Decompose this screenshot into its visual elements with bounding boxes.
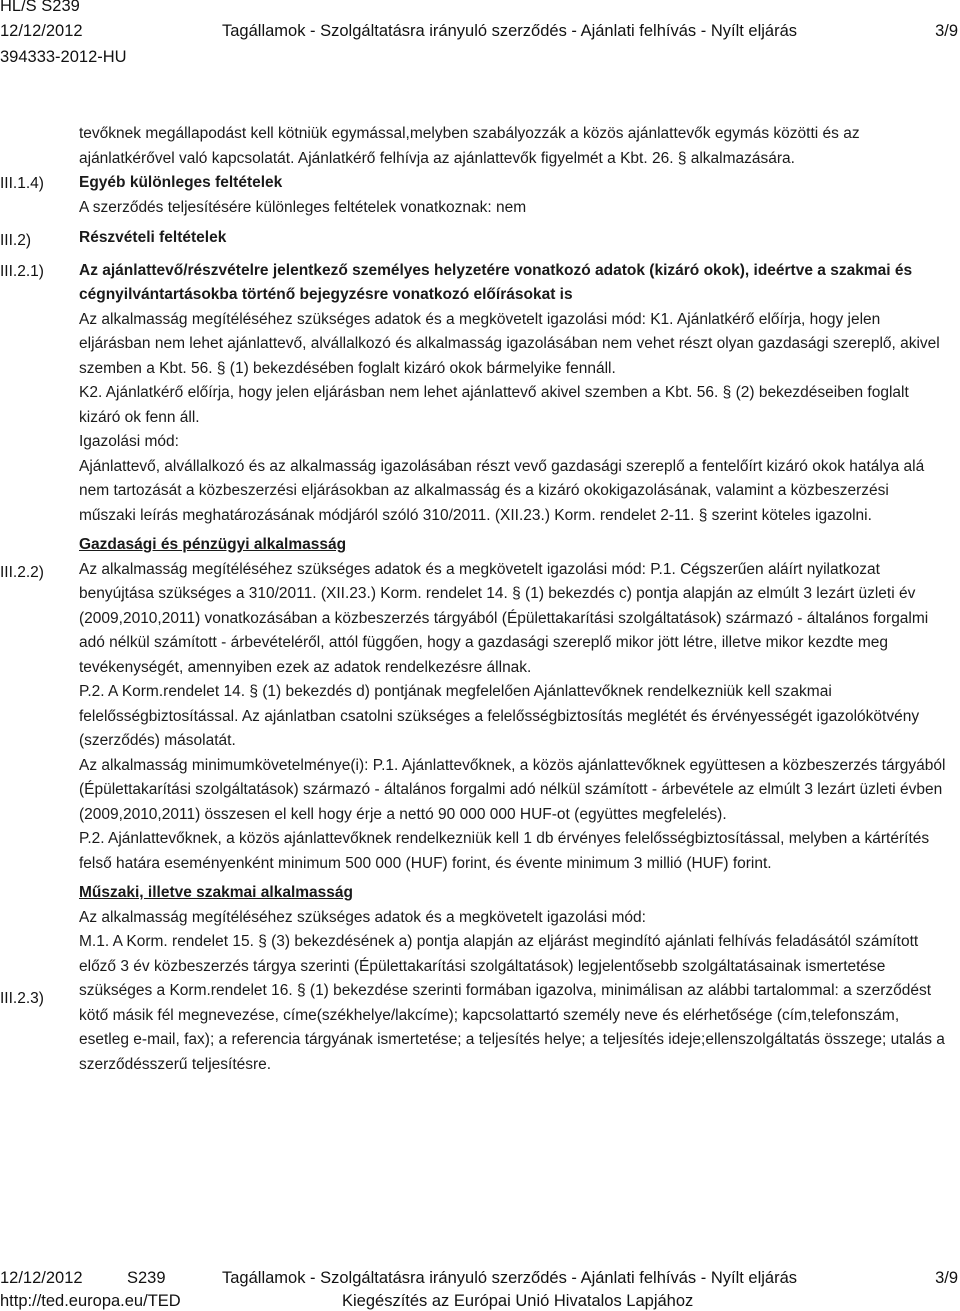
technical-paragraph: M.1. A Korm. rendelet 15. § (3) bekezdésének a) pontja alapján az eljárást megindító ajánlati felhívás feladásától számított előző 3 év közbeszerzés tárgya szerinti (Épülettakarítási szolgáltatások) legjelentősebb szolgáltatásainak ismertetése szükséges a Korm.rendelet 16. § (1) bekezdése szerinti formában igazolva, minimálisan az alábbi tartalommal: a szerződést kötő másik fél megnevezése, címe(székhelye/lakcíme); kapcsolattartó személy neve és elérhetősége (cím,telefonszám, esetleg e-mail, fax); a referencia tárgyának ismertetése; a teljesítés helye; a teljesítés ideje;ellenszolgáltatás összege; utalás a szerződésszerű teljesítésre. — [79, 933, 945, 1073]
economic-paragraph: P.2. A Korm.rendelet 14. § (1) bekezdés d) pontjának megfelelően Ajánlattevőknek rendelkezniük kell szakmai felelősségbiztosítással. Az ajánlatban csatolni szükséges a felelősségbiztosítás meglétét és érvényességét igazolókötvény (szerződés) másolatát. — [79, 683, 920, 749]
footer-page: 3/9 — [935, 1269, 958, 1287]
personal-paragraph: Az alkalmasság megítéléséhez szükséges adatok és a megkövetelt igazolási mód: K1. Ajánlatkérő előírja, hogy jelen eljárásban nem lehet ajánlattevő, alvállalkozó és alkalmasság igazolásában nem vehet részt olyan gazdasági szereplő, akivel szemben a Kbt. 56. § (1) bekezdésében foglalt kizáró okok bármelyike fennáll. — [79, 310, 940, 377]
header-page: 3/9 — [935, 22, 958, 40]
header-title: Tagállamok - Szolgáltatásra irányuló szerződés - Ajánlati felhívás - Nyílt eljárás — [222, 22, 798, 40]
header-ref: 394333-2012-HU — [0, 48, 127, 66]
footer-publisher: Kiegészítés az Európai Unió Hivatalos Lapjához — [342, 1292, 694, 1310]
economic-paragraph: P.2. Ajánlattevőknek, a közös ajánlattevőknek rendelkezniük kell 1 db érvényes felelősségbiztosítással, melyben a kártérítés felső határa eseményenként minimum 500 000 (HUF) forint, és évente minimum 3 millió (HUF) forint. — [79, 830, 930, 872]
document-body — [79, 122, 949, 1077]
section-number: III.1.4) — [0, 175, 44, 192]
header-code: HL/S S239 — [0, 0, 80, 15]
technical-paragraph: Az alkalmasság megítéléséhez szükséges adatok és a megkövetelt igazolási mód: — [79, 908, 646, 926]
header-date: 12/12/2012 — [0, 22, 83, 40]
footer-url: http://ted.europa.eu/TED — [0, 1292, 181, 1310]
special-conditions-text: A szerződés teljesítésére különleges feltételek vonatkoznak: nem — [79, 198, 527, 216]
section-number: III.2) — [0, 232, 32, 249]
section-number: III.2.1) — [0, 263, 44, 280]
intro-paragraph: tevőknek megállapodást kell kötniük egymással,melyben szabályozzák a közös ajánlattevők egymás közötti és az ajánlatkérővel való kapcsolatát. Ajánlatkérő felhívja az ajánlattevők figyelmét a Kbt. 26. § alkalmazására. — [79, 125, 860, 167]
economic-heading: Gazdasági és pénzügyi alkalmasság — [79, 536, 347, 553]
section-number: III.2.2) — [0, 564, 44, 581]
personal-paragraph: Igazolási mód: — [79, 433, 179, 450]
personal-paragraph: Ajánlattevő, alvállalkozó és az alkalmasság igazolásában részt vevő gazdasági szereplő a fentelőírt kizáró okok hatálya alá nem tartozását a közbeszerzési eljárásokban az alkalmasság és a kizáró okokigazolásának, valamint a közbeszerzési műszaki leírás meghatározásának módjáról szóló 310/2011. (XII.23.) Korm. rendelet 2-11. § szerint köteles igazolni. — [79, 457, 925, 524]
footer-date: 12/12/2012 — [0, 1269, 83, 1287]
personal-paragraph: K2. Ajánlatkérő előírja, hogy jelen eljárásban nem lehet ajánlattevő akivel szemben a Kbt. 56. § (2) bekezdéseiben foglalt kizáró ok fenn áll. — [79, 384, 909, 426]
economic-paragraph: Az alkalmasság megítéléséhez szükséges adatok és a megkövetelt igazolási mód: P.1. Cégszerűen aláírt nyilatkozat benyújtása szükséges a 310/2011. (XII.23.) Korm. rendelet 14. § (1) bekezdés c) pontja alapján az elmúlt 3 lezárt üzleti év (2009,2010,2011) vonatkozásában a közbeszerzés tárgyából (Épülettakarítási szolgáltatások) származó - általános forgalmi adó nélkül számított - árbevételéről, attól függően, hogy a gazdasági szereplő mikor jött létre, illetve mikor kezdte meg tevékenységét, amennyiben ezek az adatok rendelkezésre állnak. — [79, 560, 929, 676]
technical-heading: Műszaki, illetve szakmai alkalmasság — [79, 884, 353, 901]
footer-title: Tagállamok - Szolgáltatásra irányuló szerződés - Ajánlati felhívás - Nyílt eljárás — [222, 1269, 798, 1287]
personal-situation-heading: Az ajánlattevő/részvételre jelentkező személyes helyzetére vonatkozó adatok (kizáró okok), ideértve a szakmai és cégnyilvántartásokba történő bejegyzésre vonatkozó előírásokat is — [79, 261, 913, 303]
economic-paragraph: Az alkalmasság minimumkövetelménye(i): P.1. Ajánlattevőknek, a közös ajánlattevőknek együttesen a közbeszerzés tárgyából (Épülettakarítási szolgáltatások) származó - általános forgalmi adó nélkül számított - árbevétele az elmúlt 3 lezárt üzleti évben (2009,2010,2011) összesen el kell hogy érje a nettó 90 000 000 HUF-ot (együttes megfelelés). — [79, 756, 946, 823]
footer-series: S239 — [127, 1269, 166, 1287]
special-conditions-heading: Egyéb különleges feltételek — [79, 174, 283, 191]
section-number: III.2.3) — [0, 990, 44, 1007]
participation-heading: Részvételi feltételek — [79, 229, 227, 246]
